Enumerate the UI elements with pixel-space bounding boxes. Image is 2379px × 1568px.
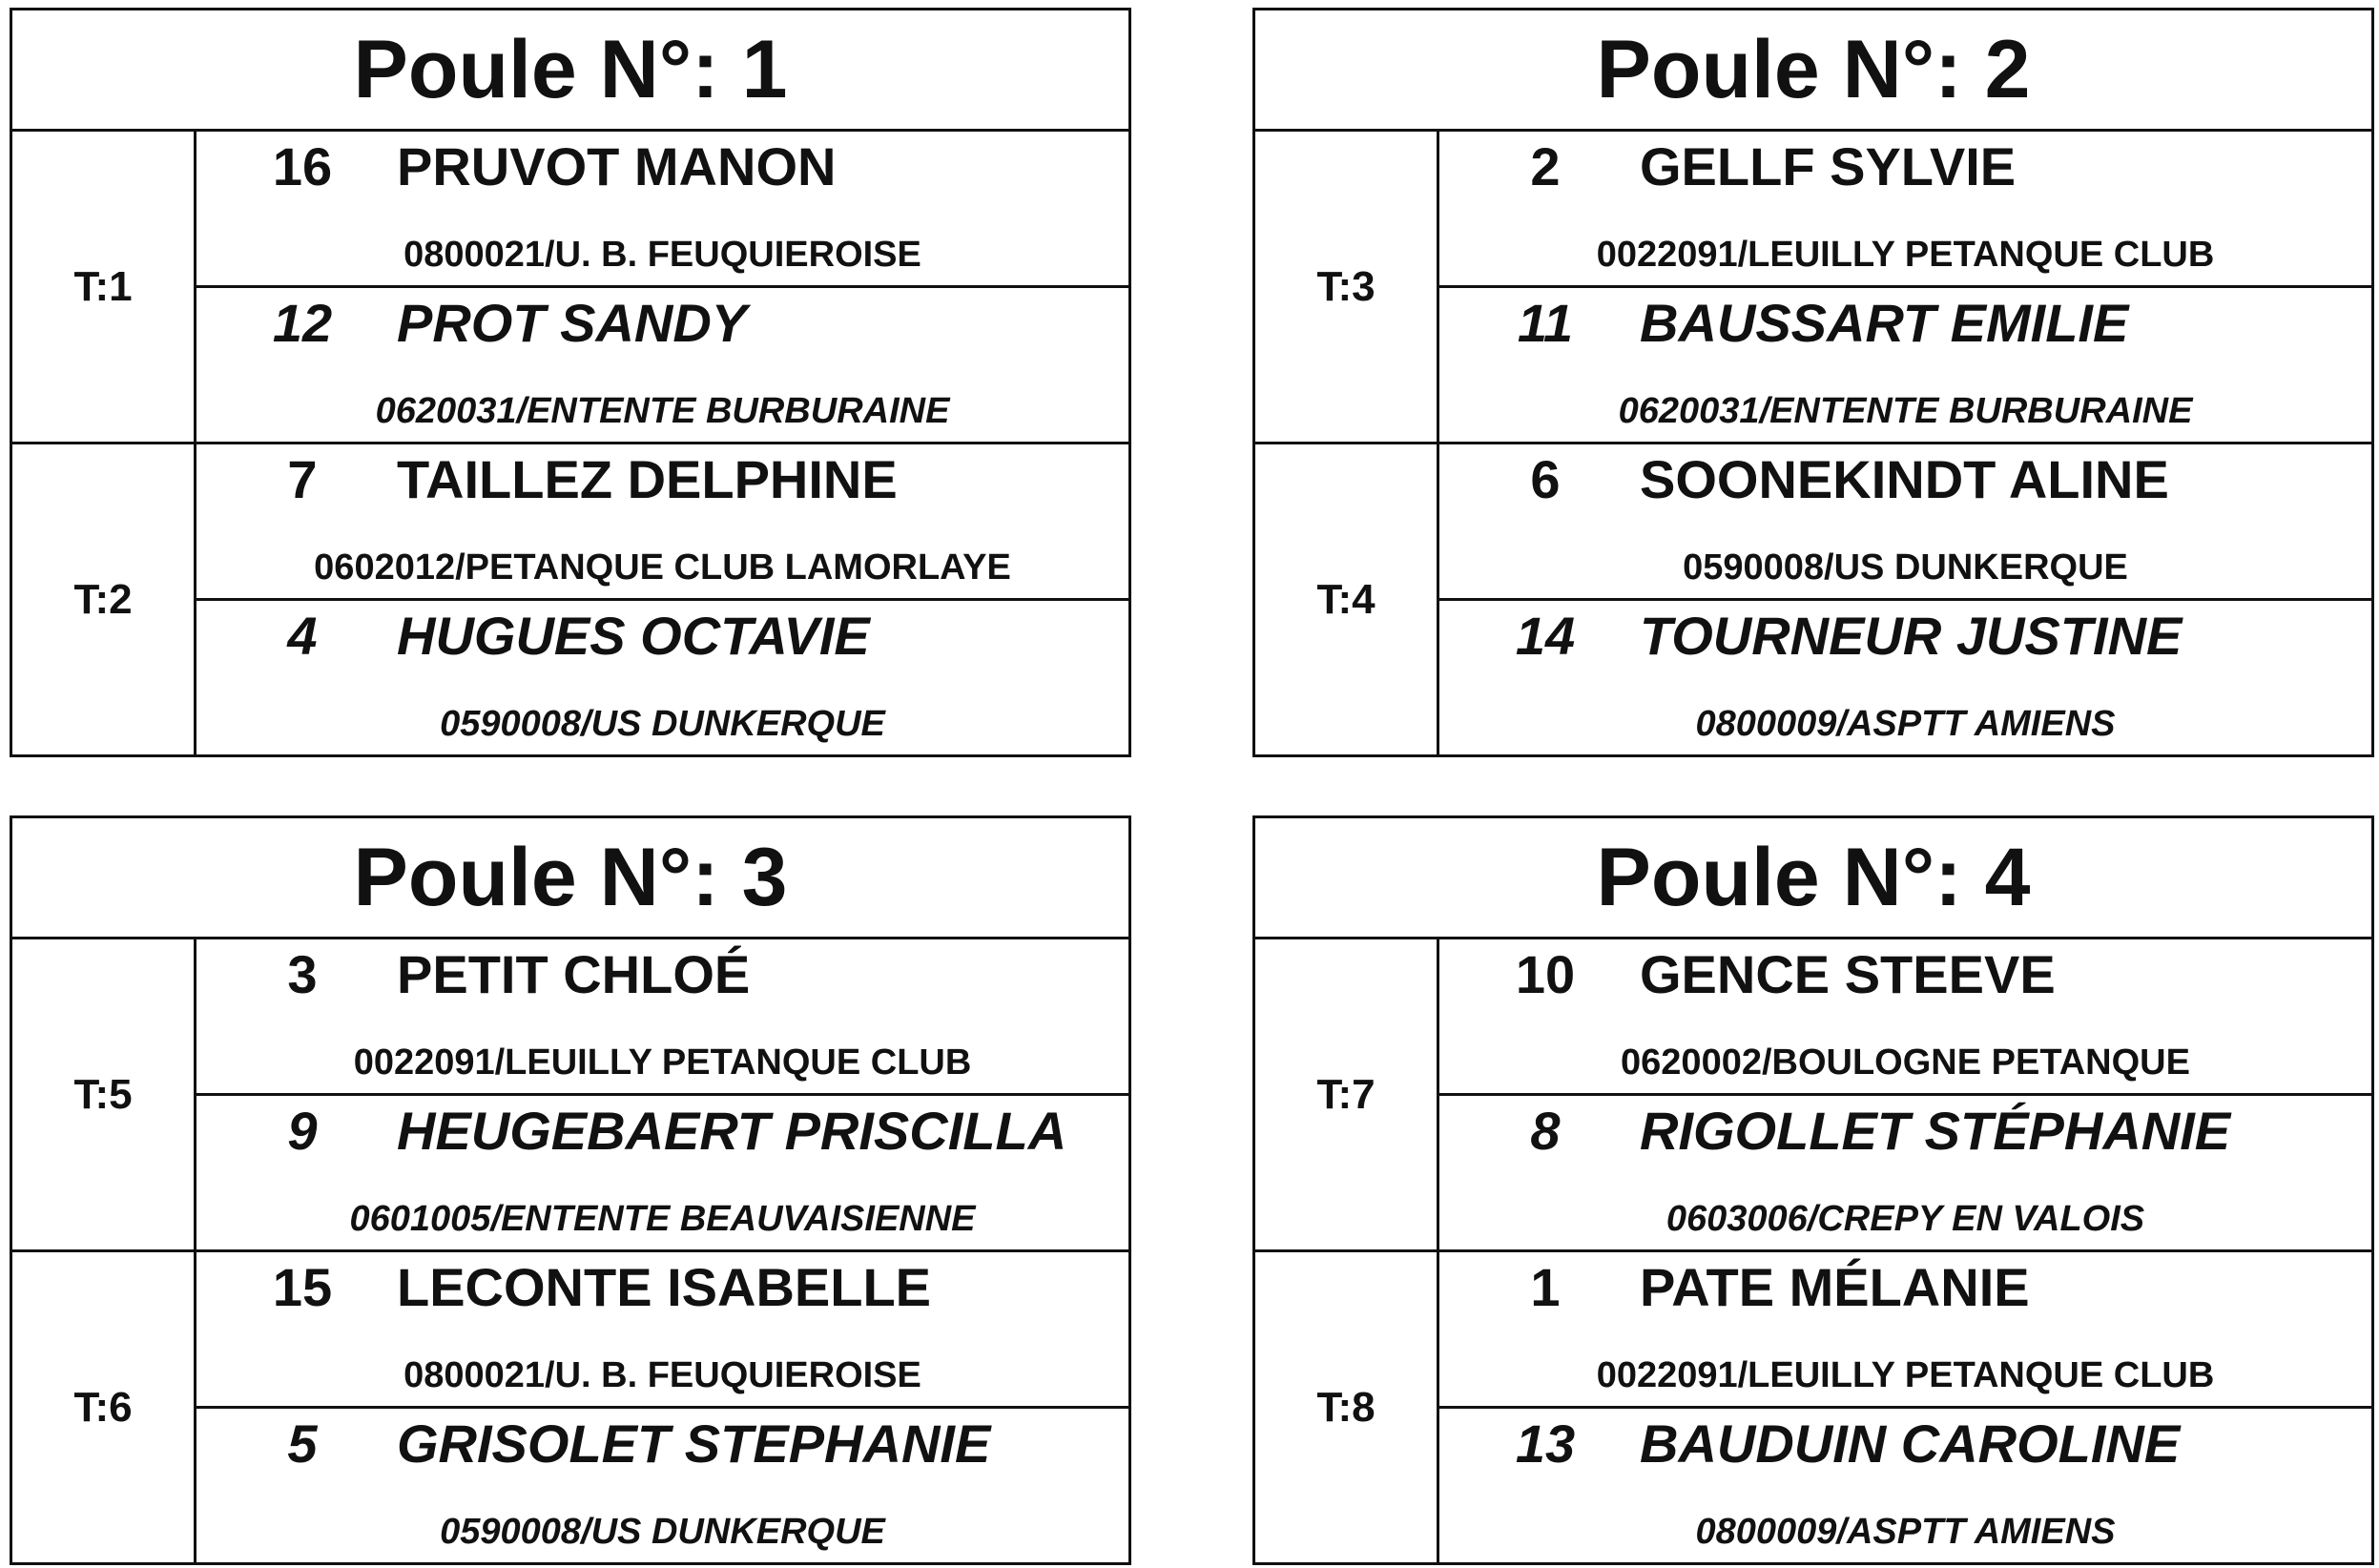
table-label: T:4 — [1255, 444, 1439, 754]
poule-body — [1255, 939, 2371, 1562]
player-club: 0022091/LEUILLY PETANQUE CLUB — [353, 1042, 972, 1083]
player-list — [197, 939, 1128, 1249]
poule-card — [10, 815, 1131, 1565]
player-name: LECONTE ISABELLE — [397, 1257, 932, 1317]
table-label: T:5 — [12, 939, 197, 1249]
player-name: HUGUES OCTAVIE — [397, 606, 870, 666]
table-block — [1255, 442, 2371, 754]
player-entry — [1439, 598, 2371, 754]
player-entry — [197, 1252, 1128, 1406]
table-block — [1255, 132, 2371, 442]
player-entry — [1439, 939, 2371, 1093]
player-entry — [197, 598, 1128, 754]
player-number: 9 — [287, 1101, 318, 1161]
player-entry — [1439, 132, 2371, 285]
player-club: 0590008/US DUNKERQUE — [1683, 547, 2128, 588]
player-club: 0800021/U. B. FEUQUIEROISE — [403, 1355, 921, 1396]
player-entry — [1439, 1093, 2371, 1249]
player-number: 7 — [287, 449, 318, 509]
player-number: 16 — [272, 136, 333, 196]
table-block — [12, 939, 1128, 1249]
player-entry — [1439, 444, 2371, 598]
player-entry — [1439, 285, 2371, 442]
table-label: T:2 — [12, 444, 197, 754]
player-club: 0800009/ASPTT AMIENS — [1695, 1512, 2116, 1553]
poule-card — [10, 8, 1131, 757]
player-club: 0620002/BOULOGNE PETANQUE — [1621, 1042, 2190, 1083]
poule-title: Poule N°: 2 — [1255, 10, 2371, 132]
table-block — [12, 1249, 1128, 1562]
player-club: 0620031/ENTENTE BURBURAINE — [1618, 391, 2193, 432]
player-entry — [1439, 1406, 2371, 1562]
player-number: 8 — [1530, 1101, 1561, 1161]
player-name: PATE MÉLANIE — [1640, 1257, 2030, 1317]
player-name: PETIT CHLOÉ — [397, 944, 751, 1004]
player-name: GELLF SYLVIE — [1640, 136, 2017, 196]
player-number: 12 — [272, 293, 333, 353]
poule-body — [12, 132, 1128, 754]
player-entry — [197, 444, 1128, 598]
player-club: 0620031/ENTENTE BURBURAINE — [375, 391, 950, 432]
player-list — [1439, 132, 2371, 442]
poule-card — [1252, 8, 2374, 757]
table-block — [1255, 1249, 2371, 1562]
player-number: 1 — [1530, 1257, 1561, 1317]
player-club: 0603006/CREPY EN VALOIS — [1665, 1199, 2145, 1240]
poule-title: Poule N°: 3 — [12, 818, 1128, 939]
player-number: 10 — [1515, 944, 1576, 1004]
player-name: TAILLEZ DELPHINE — [397, 449, 898, 509]
table-label: T:3 — [1255, 132, 1439, 442]
poule-card — [1252, 815, 2374, 1565]
table-label: T:1 — [12, 132, 197, 442]
player-number: 14 — [1515, 606, 1576, 666]
player-name: PRUVOT MANON — [397, 136, 837, 196]
player-number: 4 — [287, 606, 318, 666]
table-block — [1255, 939, 2371, 1249]
player-entry — [197, 939, 1128, 1093]
player-list — [1439, 444, 2371, 754]
player-entry — [1439, 1252, 2371, 1406]
table-label: T:8 — [1255, 1252, 1439, 1562]
player-number: 3 — [287, 944, 318, 1004]
player-number: 11 — [1517, 293, 1574, 353]
player-entry — [197, 132, 1128, 285]
player-club: 0800009/ASPTT AMIENS — [1695, 704, 2116, 745]
player-club: 0601005/ENTENTE BEAUVAISIENNE — [349, 1199, 976, 1240]
player-name: HEUGEBAERT PRISCILLA — [397, 1101, 1067, 1161]
player-name: PROT SANDY — [397, 293, 748, 353]
player-club: 0602012/PETANQUE CLUB LAMORLAYE — [314, 547, 1011, 588]
table-block — [12, 442, 1128, 754]
player-club: 0022091/LEUILLY PETANQUE CLUB — [1596, 235, 2215, 276]
player-list — [197, 1252, 1128, 1562]
player-club: 0590008/US DUNKERQUE — [440, 704, 885, 745]
table-label: T:6 — [12, 1252, 197, 1562]
player-name: SOONEKINDT ALINE — [1640, 449, 2169, 509]
table-block — [12, 132, 1128, 442]
player-name: BAUSSART EMILIE — [1640, 293, 2129, 353]
poule-body — [12, 939, 1128, 1562]
table-label: T:7 — [1255, 939, 1439, 1249]
player-number: 6 — [1530, 449, 1561, 509]
player-club: 0022091/LEUILLY PETANQUE CLUB — [1596, 1355, 2215, 1396]
player-list — [197, 444, 1128, 754]
player-entry — [197, 1093, 1128, 1249]
player-number: 5 — [287, 1413, 318, 1474]
player-entry — [197, 285, 1128, 442]
player-name: GRISOLET STEPHANIE — [397, 1413, 991, 1474]
player-club: 0590008/US DUNKERQUE — [440, 1512, 885, 1553]
player-entry — [197, 1406, 1128, 1562]
player-list — [197, 132, 1128, 442]
player-number: 2 — [1530, 136, 1561, 196]
player-name: RIGOLLET STÉPHANIE — [1640, 1101, 2231, 1161]
player-number: 15 — [272, 1257, 333, 1317]
poule-body — [1255, 132, 2371, 754]
poule-title: Poule N°: 4 — [1255, 818, 2371, 939]
player-name: TOURNEUR JUSTINE — [1640, 606, 2182, 666]
player-name: GENCE STEEVE — [1640, 944, 2056, 1004]
player-club: 0800021/U. B. FEUQUIEROISE — [403, 235, 921, 276]
player-list — [1439, 1252, 2371, 1562]
player-number: 13 — [1515, 1413, 1576, 1474]
player-name: BAUDUIN CAROLINE — [1640, 1413, 2181, 1474]
player-list — [1439, 939, 2371, 1249]
poule-title: Poule N°: 1 — [12, 10, 1128, 132]
